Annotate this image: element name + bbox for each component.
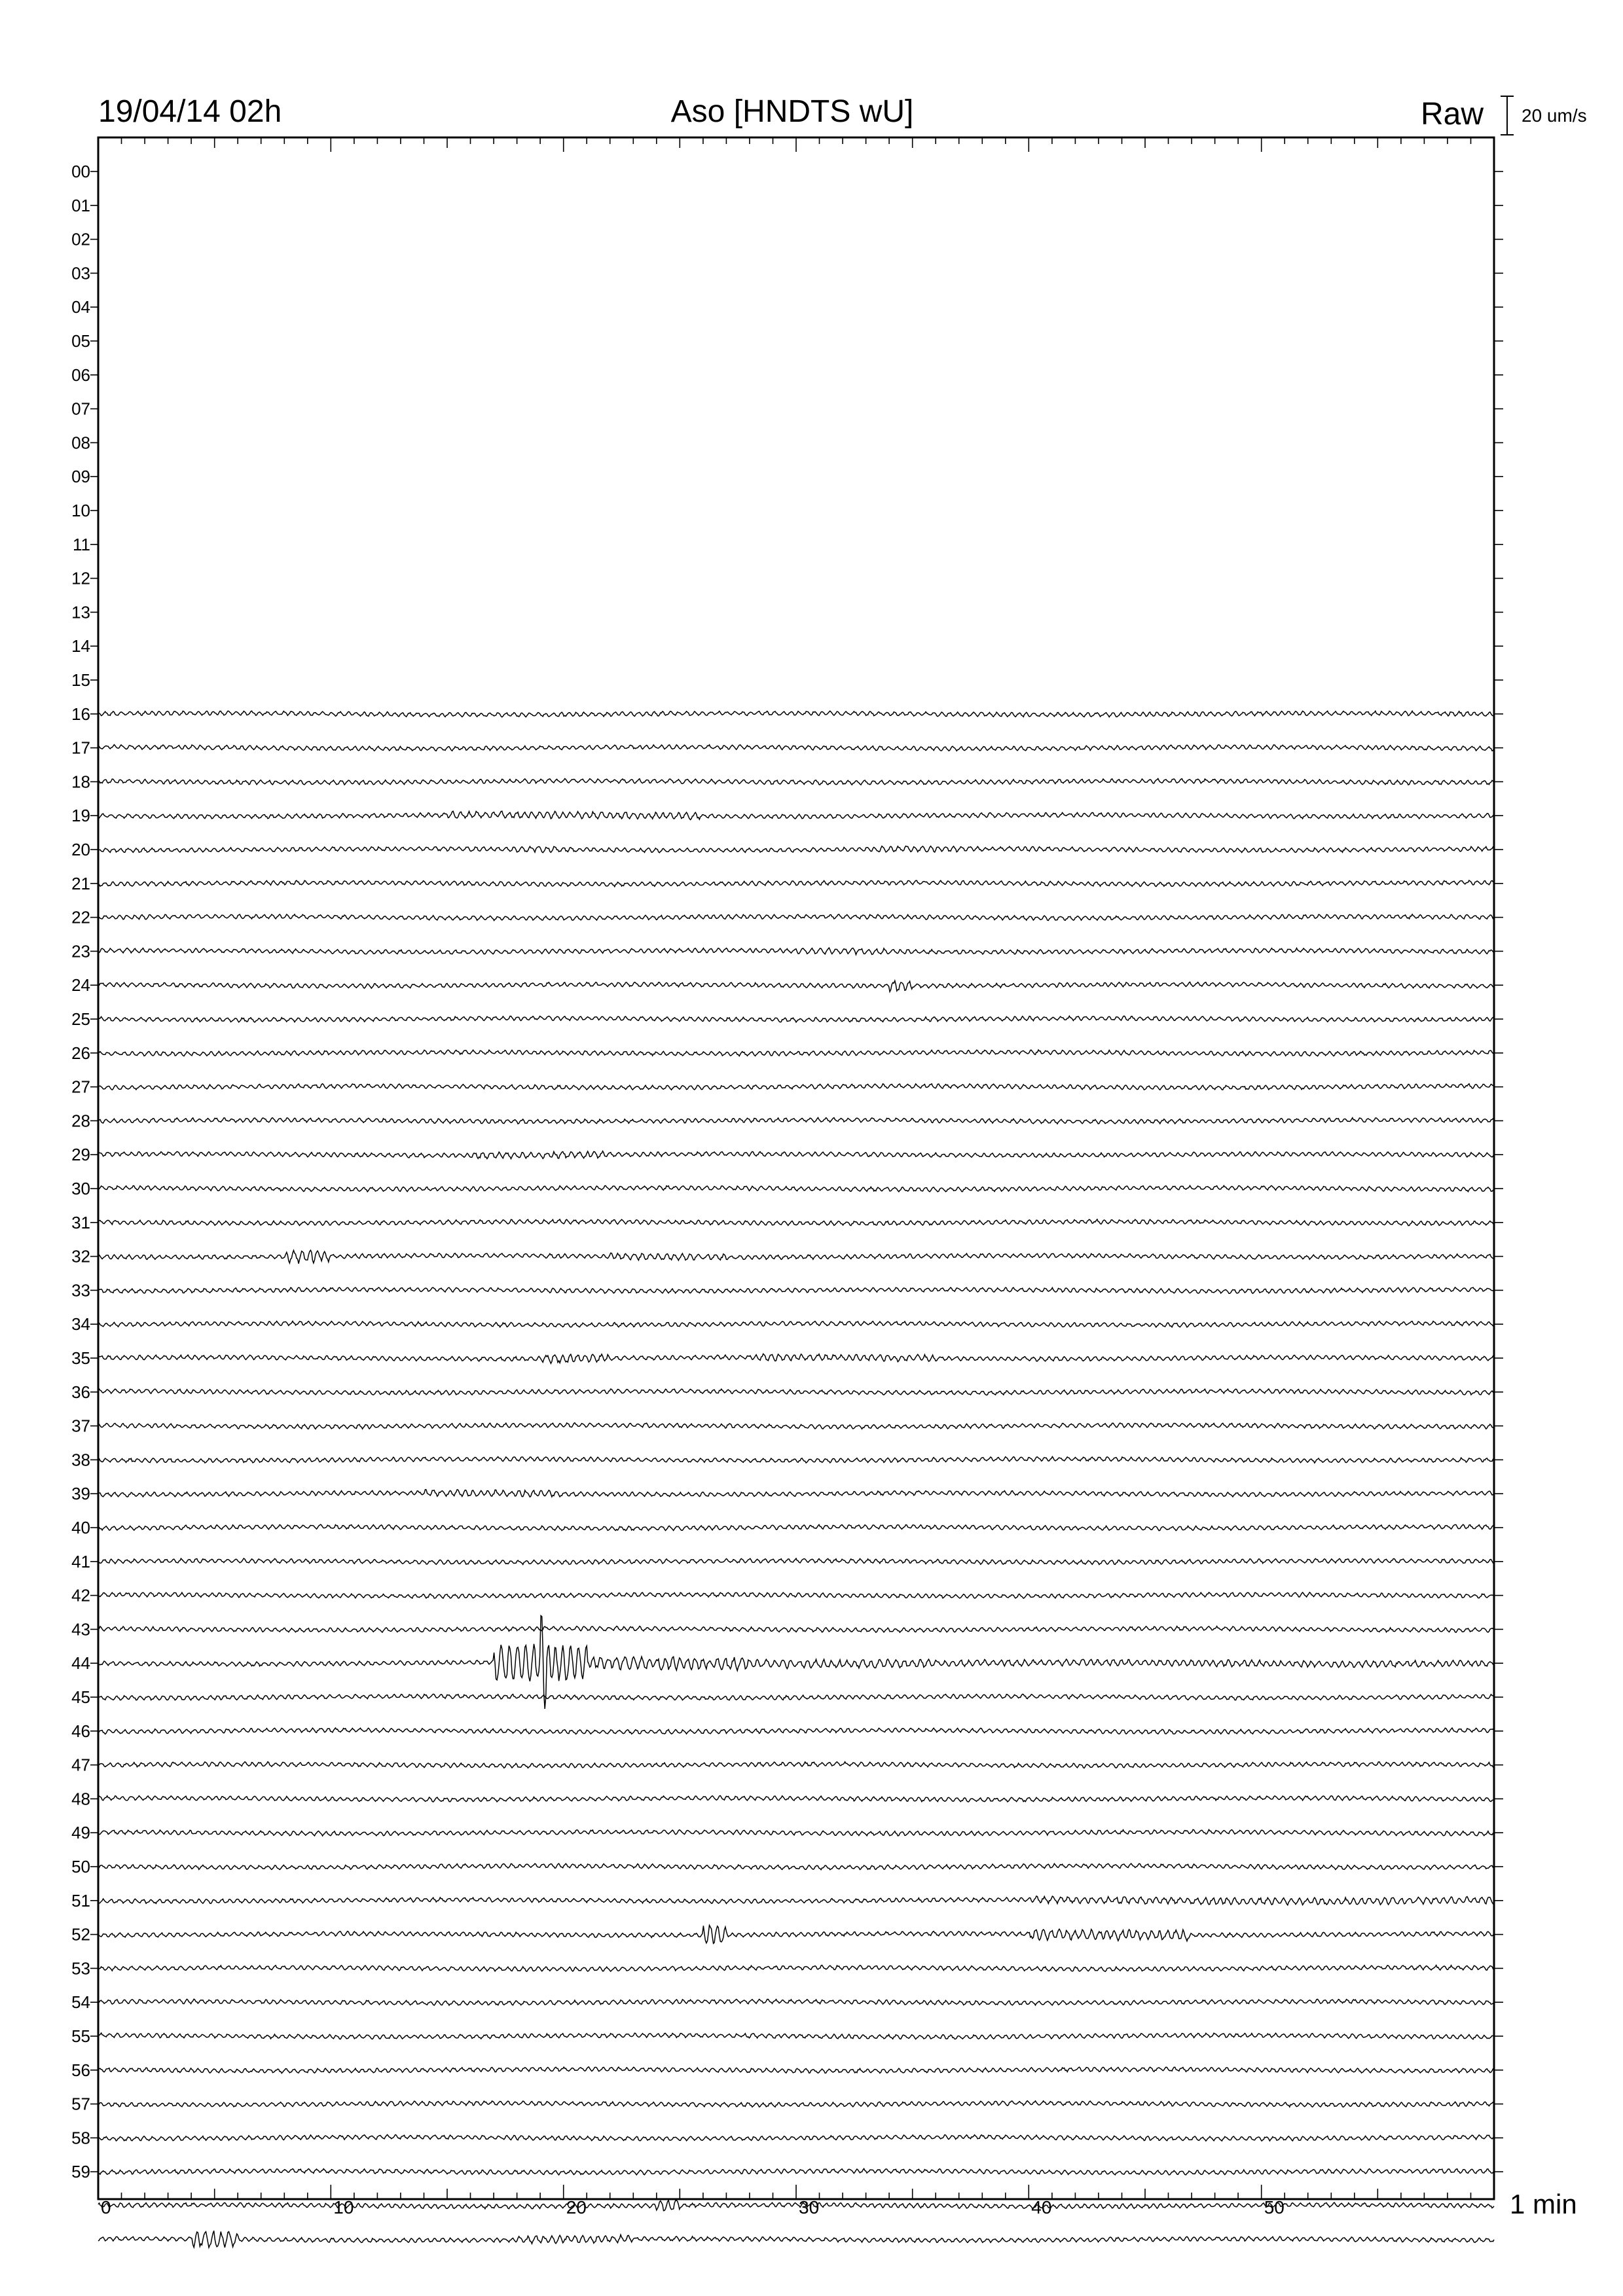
trace-row-50 <box>98 1863 1494 1870</box>
trace-row-56 <box>98 2067 1494 2073</box>
row-label: 37 <box>71 1416 90 1436</box>
row-label: 57 <box>71 2094 90 2114</box>
row-label: 13 <box>71 602 90 622</box>
trace-row-29 <box>98 1151 1494 1159</box>
row-label: 14 <box>71 636 90 656</box>
row-label: 47 <box>71 1755 90 1775</box>
row-label: 01 <box>71 195 90 215</box>
row-label: 19 <box>71 806 90 826</box>
trace-row-39 <box>98 1490 1494 1497</box>
row-label: 09 <box>71 467 90 487</box>
row-label: 38 <box>71 1450 90 1470</box>
row-label: 26 <box>71 1043 90 1063</box>
trace-row-27 <box>98 1084 1494 1090</box>
x-tick-label: 10 <box>333 2197 354 2217</box>
row-label: 08 <box>71 433 90 453</box>
row-label: 45 <box>71 1687 90 1707</box>
scale-label: 20 um/s <box>1522 105 1587 126</box>
row-label: 50 <box>71 1857 90 1876</box>
trace-row-61 <box>98 2231 1494 2248</box>
trace-row-41 <box>98 1558 1494 1564</box>
trace-row-52 <box>98 1926 1494 1944</box>
row-label: 02 <box>71 229 90 249</box>
row-label: 41 <box>71 1551 90 1571</box>
trace-row-47 <box>98 1762 1494 1768</box>
trace-row-30 <box>98 1185 1494 1191</box>
trace-row-35 <box>98 1354 1494 1364</box>
trace-row-40 <box>98 1524 1494 1531</box>
row-label: 28 <box>71 1111 90 1131</box>
trace-row-21 <box>98 880 1494 887</box>
trace-row-53 <box>98 1965 1494 1972</box>
header-datetime: 19/04/14 02h <box>98 94 282 129</box>
trace-row-26 <box>98 1050 1494 1056</box>
trace-row-33 <box>98 1287 1494 1293</box>
trace-row-38 <box>98 1457 1494 1463</box>
row-label: 07 <box>71 399 90 419</box>
row-label: 20 <box>71 840 90 859</box>
trace-row-42 <box>98 1592 1494 1598</box>
trace-row-46 <box>98 1728 1494 1734</box>
row-label: 24 <box>71 975 90 996</box>
row-label: 00 <box>71 162 90 181</box>
row-label: 36 <box>71 1382 90 1402</box>
trace-row-18 <box>98 779 1494 785</box>
row-label: 11 <box>73 534 90 554</box>
row-label: 40 <box>71 1518 90 1537</box>
row-label: 52 <box>71 1924 90 1945</box>
x-tick-label: 20 <box>566 2197 587 2217</box>
x-tick-label: 30 <box>799 2197 820 2217</box>
trace-row-57 <box>98 2101 1494 2108</box>
trace-row-28 <box>98 1118 1494 1124</box>
row-label: 29 <box>71 1145 90 1165</box>
row-label: 22 <box>71 907 90 927</box>
row-label: 54 <box>71 1992 90 2013</box>
row-label: 25 <box>71 1009 90 1029</box>
row-label: 23 <box>71 941 90 961</box>
x-tick-label: 0 <box>101 2197 111 2217</box>
trace-row-59 <box>98 2168 1494 2175</box>
row-label: 53 <box>71 1958 90 1979</box>
row-label: 17 <box>71 738 90 758</box>
trace-row-23 <box>98 948 1494 955</box>
seismic-traces <box>98 711 1494 2248</box>
row-label: 42 <box>71 1585 90 1605</box>
trace-row-51 <box>98 1896 1494 1905</box>
trace-row-58 <box>98 2135 1494 2142</box>
row-label: 51 <box>71 1890 90 1910</box>
row-label: 55 <box>71 2026 90 2046</box>
row-label: 21 <box>71 873 90 893</box>
row-label: 56 <box>71 2060 90 2080</box>
trace-row-54 <box>98 1999 1494 2005</box>
trace-row-24 <box>98 980 1494 992</box>
trace-row-19 <box>98 811 1494 819</box>
row-label: 04 <box>71 297 90 317</box>
trace-row-37 <box>98 1423 1494 1429</box>
trace-row-45 <box>98 1694 1494 1700</box>
trace-row-60 <box>98 2200 1494 2211</box>
trace-row-22 <box>98 914 1494 921</box>
trace-row-48 <box>98 1796 1494 1803</box>
row-label: 46 <box>71 1721 90 1741</box>
row-label: 18 <box>71 772 90 792</box>
row-labels <box>71 162 90 2181</box>
trace-row-36 <box>98 1389 1494 1395</box>
row-label: 48 <box>71 1789 90 1809</box>
row-label: 49 <box>71 1823 90 1843</box>
trace-row-34 <box>98 1321 1494 1327</box>
trace-row-25 <box>98 1016 1494 1022</box>
trace-row-32 <box>98 1250 1494 1264</box>
row-label: 03 <box>71 263 90 283</box>
tick-marks <box>90 137 1503 2199</box>
header-station-title: Aso [HNDTS wU] <box>670 94 914 129</box>
trace-row-49 <box>98 1829 1494 1836</box>
time-unit-label: 1 min <box>1510 2189 1577 2219</box>
trace-row-20 <box>98 846 1494 853</box>
row-label: 10 <box>71 501 90 520</box>
row-label: 34 <box>71 1314 90 1335</box>
row-label: 59 <box>71 2162 90 2182</box>
trace-row-31 <box>98 1219 1494 1226</box>
row-label: 43 <box>71 1619 90 1640</box>
scale-bar <box>1501 96 1514 135</box>
row-label: 33 <box>71 1280 90 1300</box>
row-label: 58 <box>71 2128 90 2148</box>
row-label: 15 <box>71 670 90 690</box>
x-tick-label: 40 <box>1031 2197 1052 2217</box>
row-label: 31 <box>71 1212 90 1232</box>
row-label: 35 <box>71 1348 90 1368</box>
trace-row-44 <box>98 1616 1494 1710</box>
row-label: 30 <box>71 1179 90 1198</box>
header-mode: Raw <box>1420 97 1484 132</box>
row-label: 39 <box>71 1484 90 1504</box>
x-tick-label: 50 <box>1264 2197 1285 2217</box>
x-tick-labels <box>101 2197 1285 2217</box>
row-label: 05 <box>71 331 90 351</box>
trace-row-16 <box>98 711 1494 717</box>
trace-row-55 <box>98 2033 1494 2039</box>
trace-row-17 <box>98 745 1494 751</box>
trace-row-43 <box>98 1626 1494 1633</box>
row-label: 27 <box>71 1077 90 1097</box>
row-label: 44 <box>71 1653 90 1674</box>
row-label: 12 <box>71 568 90 588</box>
row-label: 16 <box>71 704 90 724</box>
row-label: 06 <box>71 365 90 385</box>
plot-frame <box>98 137 1494 2199</box>
row-label: 32 <box>71 1246 90 1266</box>
